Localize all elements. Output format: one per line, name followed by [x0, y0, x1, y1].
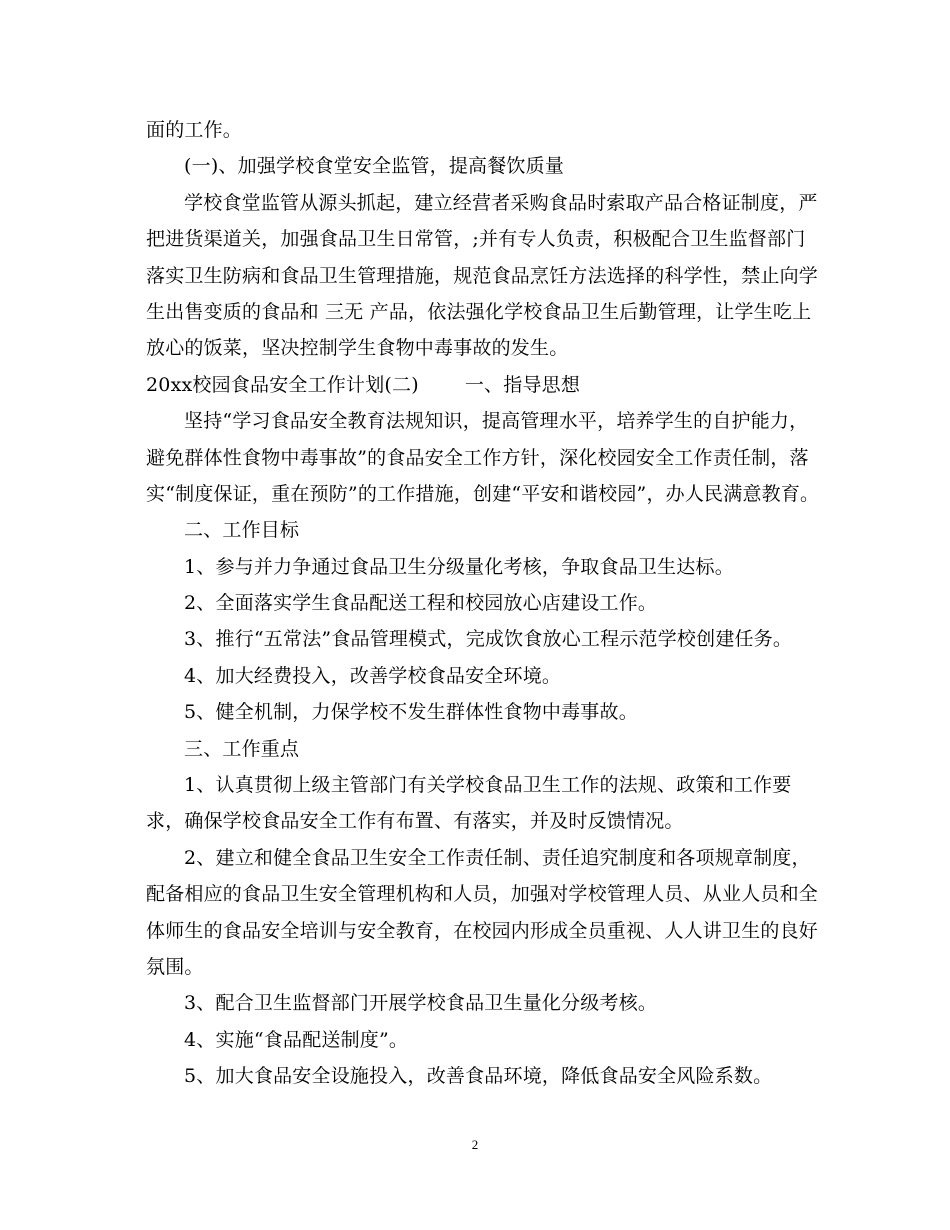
list-item: 3、推行“五常法”食品管理模式，完成饮食放心工程示范学校创建任务。 — [184, 628, 793, 651]
list-item: 2、全面落实学生食品配送工程和校园放心店建设工作。 — [184, 592, 658, 615]
plan-heading-line — [146, 367, 806, 403]
list-item: 5、健全机制，力保学校不发生群体性食物中毒事故。 — [184, 701, 638, 724]
text-line: 面的工作。 — [146, 119, 243, 141]
list-item: 4、加大经费投入，改善学校食品安全环境。 — [184, 664, 562, 687]
section-heading: 二、工作目标 — [184, 519, 300, 542]
text-line: 生出售变质的食品和 三无 产品，依法强化学校食品卫生后勤管理，让学生吃上 — [146, 300, 812, 323]
text-line: 求，确保学校食品安全工作有布置、有落实，并及时反馈情况。 — [146, 810, 684, 833]
text-line: 学校食堂监管从源头抓起，建立经营者采购食品时索取产品合格证制度，严 — [184, 191, 818, 214]
text-line: 配备相应的食品卫生安全管理机构和人员，加强对学校管理人员、从业人员和全 — [146, 883, 819, 906]
page-number: 2 — [471, 1137, 479, 1152]
document-body — [146, 112, 820, 1095]
plan-title: 20xx校园食品安全工作计划(二) — [146, 373, 419, 396]
list-item: 1、认真贯彻上级主管部门有关学校食品卫生工作的法规、政策和工作要 — [184, 774, 792, 797]
text-line: 氛围。 — [146, 955, 204, 978]
list-item: 5、加大食品安全设施投入，改善食品环境，降低食品安全风险系数。 — [184, 1065, 773, 1088]
list-item: 3、配合卫生监督部门开展学校食品卫生量化分级考核。 — [184, 992, 658, 1015]
list-item: 2、建立和健全食品卫生安全工作责任制、责任追究制度和各项规章制度， — [184, 846, 811, 869]
text-line: 落实卫生防病和食品卫生管理措施，规范食品烹饪方法选择的科学性，禁止向学 — [146, 264, 819, 287]
text-line: 体师生的食品安全培训与安全教育，在校园内形成全员重视、人人讲卫生的良好 — [146, 919, 819, 942]
text-line: 放心的饭菜，坚决控制学生食物中毒事故的发生。 — [146, 337, 569, 360]
list-item: 4、实施“食品配送制度”。 — [184, 1028, 409, 1051]
plan-section-heading: 一、指导思想 — [464, 373, 581, 396]
text-line: 把进货渠道关，加强食品卫生日常管，;并有专人负责，积极配合卫生监督部门 — [146, 228, 806, 251]
text-line: 实“制度保证，重在预防”的工作措施，创建“平安和谐校园”，办人民满意教育。 — [146, 482, 820, 505]
section-heading: 三、工作重点 — [184, 737, 300, 760]
list-item: 1、参与并力争通过食品卫生分级量化考核，争取食品卫生达标。 — [184, 555, 734, 578]
text-line: 坚持“学习食品安全教育法规知识，提高管理水平，培养学生的自护能力， — [184, 410, 809, 433]
section-heading: (一)、加强学校食堂安全监管，提高餐饮质量 — [184, 155, 565, 178]
text-line: 避免群体性食物中毒事故”的食品安全工作方针，深化校园安全工作责任制，落 — [146, 446, 809, 469]
